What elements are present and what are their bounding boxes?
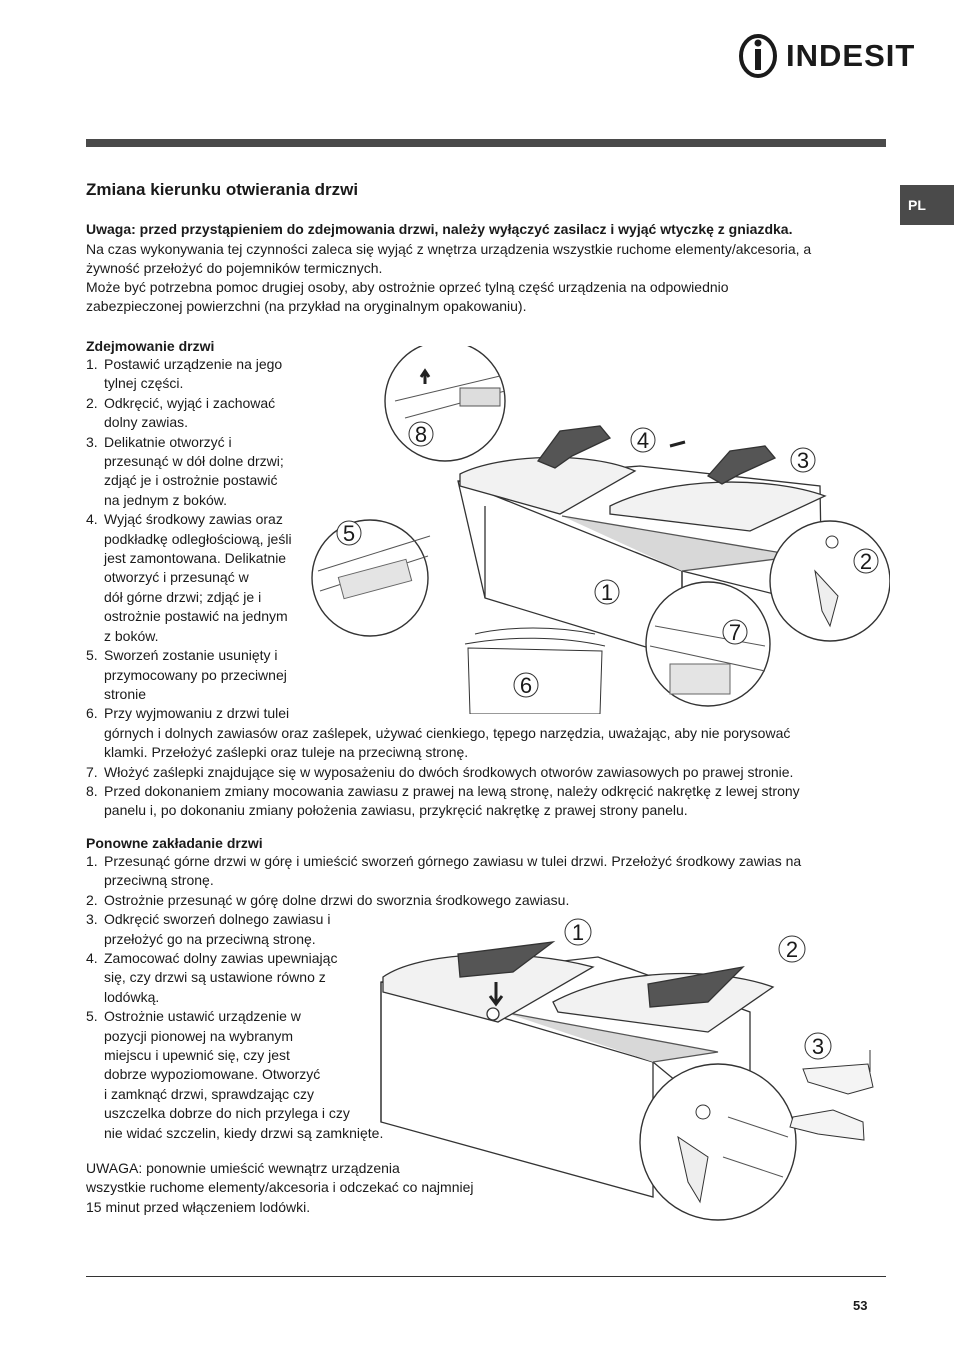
removal-step-1: 1. Postawić urządzenie na jego tylnej części.	[86, 356, 283, 392]
reinstall-note: UWAGA: ponownie umieścić wewnątrz urządzenia wszystkie ruchome elementy/akcesoria i odczekać co najmniej 15 minut przed włączeniem lodówki.	[86, 1160, 474, 1215]
removal-heading: Zdejmowanie drzwi	[86, 338, 215, 354]
fig1-label-1: 1	[600, 580, 614, 605]
page-number: 53	[853, 1298, 868, 1313]
warning-text: Uwaga: przed przystąpieniem do zdejmowania drzwi, należy wyłączyć zasilacz i wyjąć wtyczkę z gniazdka.	[86, 221, 793, 237]
fig1-label-4: 4	[636, 428, 650, 453]
fig1-label-2: 2	[859, 549, 873, 574]
removal-step-5: 5. Sworzeń zostanie usunięty i przymocowany po przeciwnej stronie	[86, 647, 287, 702]
intro-line-1: Na czas wykonywania tej czynności zaleca się wyjąć z wnętrza urządzenia wszystkie ruchome elementy/akcesoria, a	[86, 241, 812, 257]
reinstall-heading: Ponowne zakładanie drzwi	[86, 835, 263, 851]
fig1-label-6: 6	[519, 673, 533, 698]
fig1-label-7: 7	[728, 620, 742, 645]
door-reinstall-illustration	[378, 912, 890, 1230]
intro-line-4: zabezpieczonej powierzchni (na przykład na oryginalnym opakowaniu).	[86, 298, 527, 314]
removal-step-6: 6. Przy wyjmowaniu z drzwi tulei górnych i dolnych zawiasów oraz zaślepek, używać cienkiego, tępego narzędzia, uważając, aby nie porysować klamki. Przełożyć zaślepki oraz tuleje na przeciwną stronę.	[86, 705, 791, 761]
footer-rule	[86, 1276, 886, 1277]
removal-step-8: 8. Przed dokonaniem zmiany mocowania zawiasu z prawej na lewą stronę, należy odkręcić nakrętkę z lewej strony panelu i, po dokonaniu zmiany położenia zawiasu, przykręcić nakrętkę z prawej strony panelu.	[86, 782, 800, 819]
fig1-label-3: 3	[796, 448, 810, 473]
reinstall-step-1: 1. Przesunąć górne drzwi w górę i umieścić sworzeń górnego zawiasu w tulei drzwi. Przełożyć środkowy zawias na przeciwną stronę.	[86, 853, 802, 889]
removal-step-3: 3. Delikatnie otworzyć i przesunąć w dół dolne drzwi; zdjąć je i ostrożnie postawić na jednym z boków.	[86, 433, 284, 508]
page-title: Zmiana kierunku otwierania drzwi	[86, 180, 359, 199]
brand-wordmark: INDESIT	[786, 38, 916, 73]
reinstall-step-4: 4. Zamocować dolny zawias upewniając się, czy drzwi są ustawione równo z lodówką.	[86, 950, 338, 1005]
intro-line-3: Może być potrzebna pomoc drugiej osoby, aby ostrożnie oprzeć tylną część urządzenia na odpowiednio	[86, 279, 729, 295]
fig2-label-1: 1	[571, 920, 585, 945]
door-removal-illustration	[310, 346, 890, 714]
fig2-label-2: 2	[785, 937, 799, 962]
language-tab: PL	[900, 185, 954, 225]
fig2-label-3: 3	[811, 1034, 825, 1059]
header-rule	[86, 139, 886, 147]
reinstall-step-2: 2. Ostrożnie przesunąć w górę dolne drzwi do sworznia środkowego zawiasu.	[86, 891, 570, 908]
removal-step-4: 4. Wyjąć środkowy zawias oraz podkładkę odległościową, jeśli jest zamontowana. Delikatnie otworzyć i przesunąć w dół górne drzwi; zdjąć je i ostrożnie postawić na jednym z boków.	[86, 511, 292, 644]
intro-line-2: żywność przełożyć do pojemników termicznych.	[86, 260, 383, 276]
reinstall-step-3: 3. Odkręcić sworzeń dolnego zawiasu i przełożyć go na przeciwną stronę.	[86, 911, 331, 947]
removal-step-7: 7. Włożyć zaślepki znajdujące się w wyposażeniu do dwóch środkowych otworów zawiasowych po prawej stronie.	[86, 763, 794, 780]
fig1-label-8: 8	[414, 422, 428, 447]
fig1-label-5: 5	[342, 521, 356, 546]
removal-step-2: 2. Odkręcić, wyjąć i zachować dolny zawias.	[86, 394, 276, 431]
reinstall-step-5: 5. Ostrożnie ustawić urządzenie w pozycji pionowej na wybranym miejscu i upewnić się, czy jest dobrze wypoziomowane. Otworzyć i zamknąć drzwi, sprawdzając czy uszczelka dobrze do nich przylega i czy nie widać szczelin, kiedy drzwi są zamknięte.	[86, 1008, 384, 1141]
